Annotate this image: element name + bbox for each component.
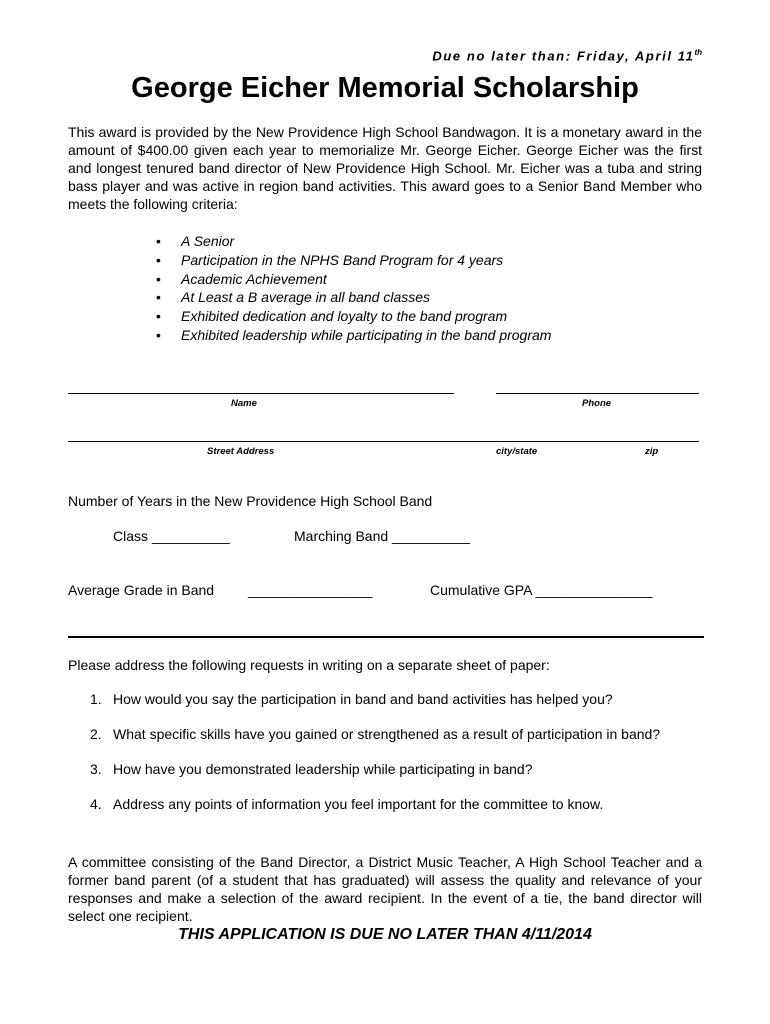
marching-band-years-field[interactable]: Marching Band __________ [294,528,470,544]
committee-paragraph: A committee consisting of the Band Director, a District Music Teacher, A High School Teacher and a former band parent (of a student that has graduated) will assess the quality and relevance of your responses and make a selection of the award recipient. In the event of a tie, the band director will select one recipient. [68,854,702,924]
criteria-item: • Participation in the NPHS Band Program for 4 years [156,251,551,270]
name-label: Name [231,398,257,409]
request-number: 2. [90,726,102,742]
class-years-field[interactable]: Class __________ [113,528,230,544]
request-number: 3. [90,761,102,777]
criteria-item: • Academic Achievement [156,270,551,289]
request-text: How have you demonstrated leadership while participating in band? [113,761,533,777]
due-date-notice [432,48,702,63]
criteria-item: • A Senior [156,232,551,251]
city-state-label: city/state [496,446,538,457]
request-number: 1. [90,691,102,707]
average-grade-field[interactable]: ________________ [248,582,373,598]
section-divider [68,636,704,638]
request-text: Address any points of information you feel important for the committee to know. [113,796,604,812]
request-number: 4. [90,796,102,812]
request-item [90,725,702,743]
intro-paragraph: This award is provided by the New Providence High School Bandwagon. It is a monetary award in the amount of $400.00 given each year to memorialize Mr. George Eicher. George Eicher was the first and longest tenured band director of New Providence High School. Mr. Eicher was a tuba and string bass player and was active in region band activities. This award goes to a Senior Band Member who meets the following criteria: [68,124,702,212]
phone-field-line[interactable] [496,393,699,394]
request-text: How would you say the participation in band and band activities has helped you? [113,691,613,707]
years-in-band-label: Number of Years in the New Providence High School Band [68,493,433,509]
name-field-line[interactable] [68,393,454,394]
request-item [90,760,702,778]
request-item [90,795,702,813]
requests-list [90,690,702,813]
due-date-suffix: th [694,48,702,57]
zip-label: zip [645,446,659,457]
criteria-item: • Exhibited dedication and loyalty to the band program [156,307,551,326]
request-item [90,690,702,708]
criteria-item: • Exhibited leadership while participating in the band program [156,326,551,345]
average-grade-label: Average Grade in Band [68,582,215,598]
requests-intro: Please address the following requests in writing on a separate sheet of paper: [68,657,550,673]
cumulative-gpa-field[interactable]: Cumulative GPA _______________ [430,582,653,598]
due-date-text: Due no later than: Friday, April 11 [432,48,695,64]
criteria-list [156,232,551,345]
criteria-item: • At Least a B average in all band classes [156,288,551,307]
address-field-line[interactable] [68,441,699,442]
street-address-label: Street Address [207,446,275,457]
page-title: George Eicher Memorial Scholarship [131,72,639,104]
phone-label: Phone [582,398,612,409]
request-text: What specific skills have you gained or strengthened as a result of participation in band? [113,726,661,742]
application-due-notice: THIS APPLICATION IS DUE NO LATER THAN 4/11/2014 [178,926,592,943]
